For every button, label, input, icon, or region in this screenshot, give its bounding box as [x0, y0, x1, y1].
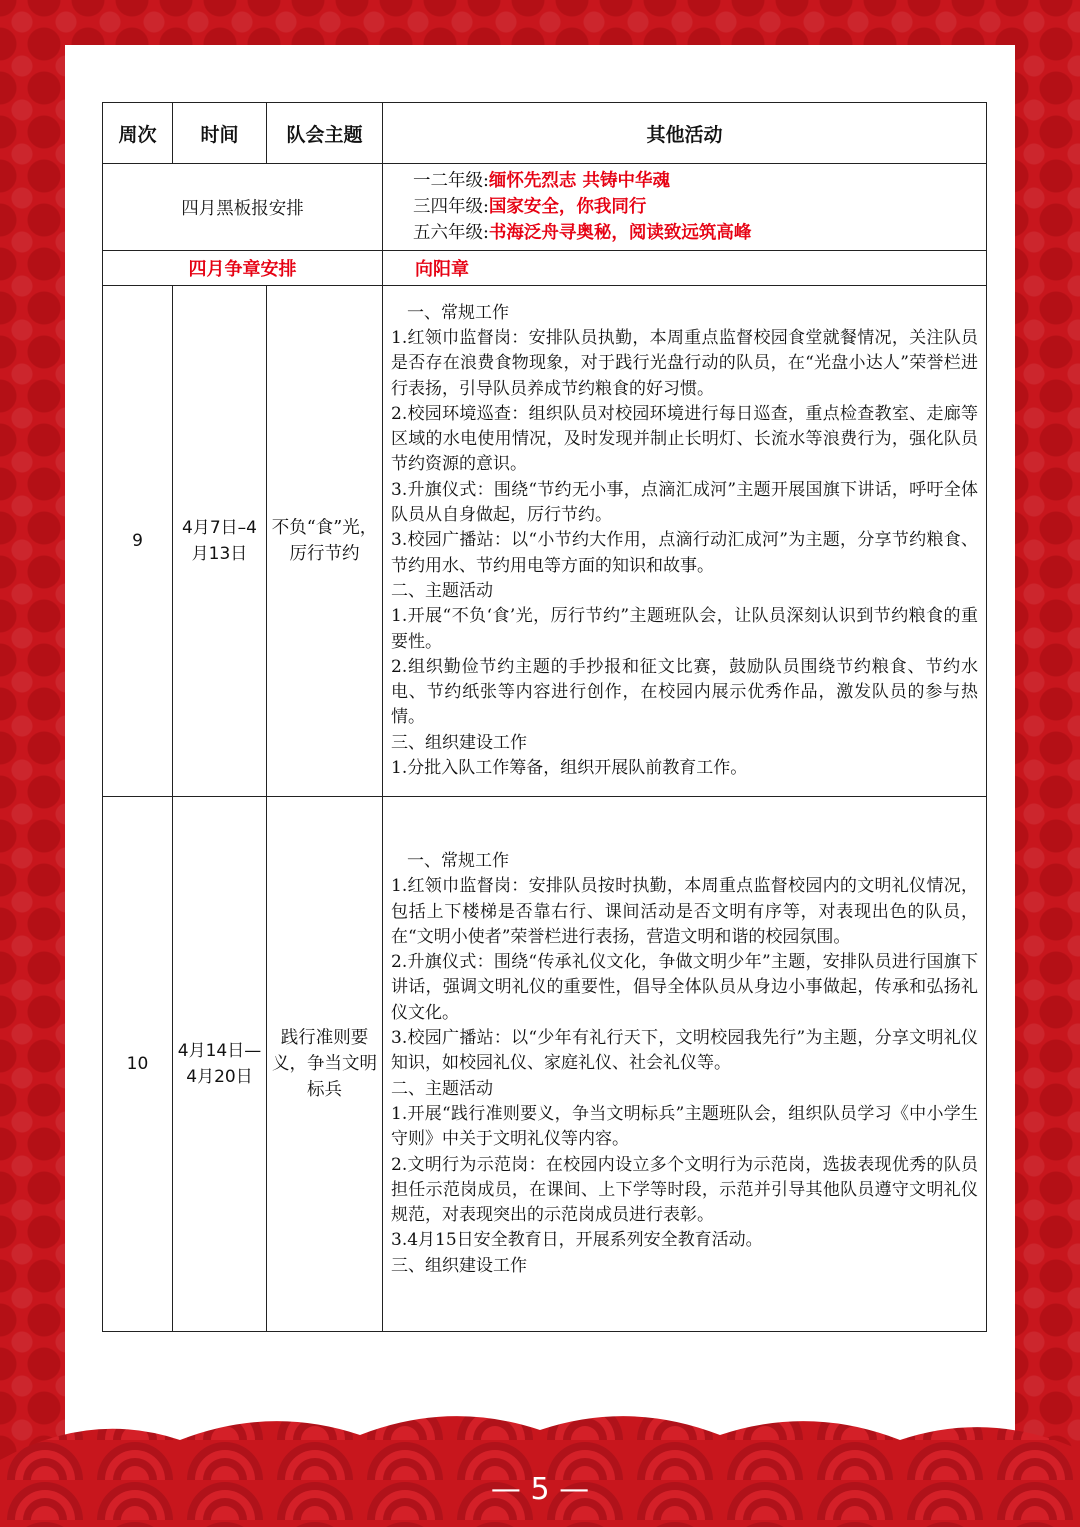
header-topic: 队会主题	[267, 103, 383, 164]
header-date: 时间	[173, 103, 267, 164]
week-activities: 一、常规工作 1.红领巾监督岗：安排队员执勤，本周重点监督校园食堂就餐情况，关注队员是否存在浪费食物现象，对于践行光盘行动的队员，在“光盘小达人”荣誉栏进行表扬，引导队员养成节约粮食的好习惯。 2.校园环境巡查：组织队员对校园环境进行每日巡查，重点检查教室、走廊等区域的水电使用情况，及时发现并制止长明灯、长流水等浪费行为，强化队员节约资源的意识。 3.升旗仪式：围绕“节约无小事，点滴汇成河”主题开展国旗下讲话，呼吁全体队员从自身做起，厉行节约。 3.校园广播站：以“小节约大作用，点滴行动汇成河”为主题，分享节约粮食、节约用水、节约用电等方面的知识和故事。 二、主题活动 1.开展“不负‘食’光，厉行节约”主题班队会，让队员深刻认识到节约粮食的重要性。 2.组织勤俭节约主题的手抄报和征文比赛，鼓励队员围绕节约粮食、节约水电、节约纸张等内容进行创作，在校园内展示优秀作品，激发队员的参与热情。 三、组织建设工作 1.分批入队工作筹备，组织开展队前教育工作。	[383, 286, 987, 797]
week-date: 4月14日—4月20日	[173, 797, 267, 1332]
blackboard-label: 四月黑板报安排	[103, 164, 383, 251]
week-number: 9	[103, 286, 173, 797]
badge-value: 向阳章	[383, 251, 987, 286]
page-number: — 5 —	[490, 1472, 590, 1507]
blackboard-line: 一二年级:缅怀先烈志 共铸中华魂	[413, 171, 670, 191]
activity-plan-table	[102, 102, 987, 1332]
week-topic: 践行准则要义，争当文明标兵	[267, 797, 383, 1332]
table-row	[103, 797, 987, 1332]
table-header-row	[103, 103, 987, 164]
header-week: 周次	[103, 103, 173, 164]
badge-row	[103, 251, 987, 286]
badge-label: 四月争章安排	[103, 251, 383, 286]
blackboard-line: 三四年级:国家安全，你我同行	[413, 197, 647, 217]
header-activities: 其他活动	[383, 103, 987, 164]
week-topic: 不负“食”光，厉行节约	[267, 286, 383, 797]
decorative-wave-footer	[0, 1400, 1080, 1527]
week-date: 4月7日–4月13日	[173, 286, 267, 797]
blackboard-row	[103, 164, 987, 251]
week-activities: 一、常规工作 1.红领巾监督岗：安排队员按时执勤，本周重点监督校园内的文明礼仪情况，包括上下楼梯是否靠右行、课间活动是否文明有序等，对表现出色的队员，在“文明小使者”荣誉栏进行表扬，营造文明和谐的校园氛围。 2.升旗仪式：围绕“传承礼仪文化，争做文明少年”主题，安排队员进行国旗下讲话，强调文明礼仪的重要性，倡导全体队员从身边小事做起，传承和弘扬礼仪文化。 3.校园广播站：以“少年有礼行天下，文明校园我先行”为主题，分享文明礼仪知识，如校园礼仪、家庭礼仪、社会礼仪等。 二、主题活动 1.开展“践行准则要义，争当文明标兵”主题班队会，组织队员学习《中小学生守则》中关于文明礼仪等内容。 2.文明行为示范岗：在校园内设立多个文明行为示范岗，选拔表现优秀的队员担任示范岗成员，在课间、上下学等时段，示范并引导其他队员遵守文明礼仪规范，对表现突出的示范岗成员进行表彰。 3.4月15日安全教育日，开展系列安全教育活动。 三、组织建设工作	[383, 797, 987, 1332]
week-number: 10	[103, 797, 173, 1332]
blackboard-line: 五六年级:书海泛舟寻奥秘，阅读致远筑高峰	[413, 223, 752, 243]
blackboard-lines	[383, 164, 987, 251]
table-row	[103, 286, 987, 797]
